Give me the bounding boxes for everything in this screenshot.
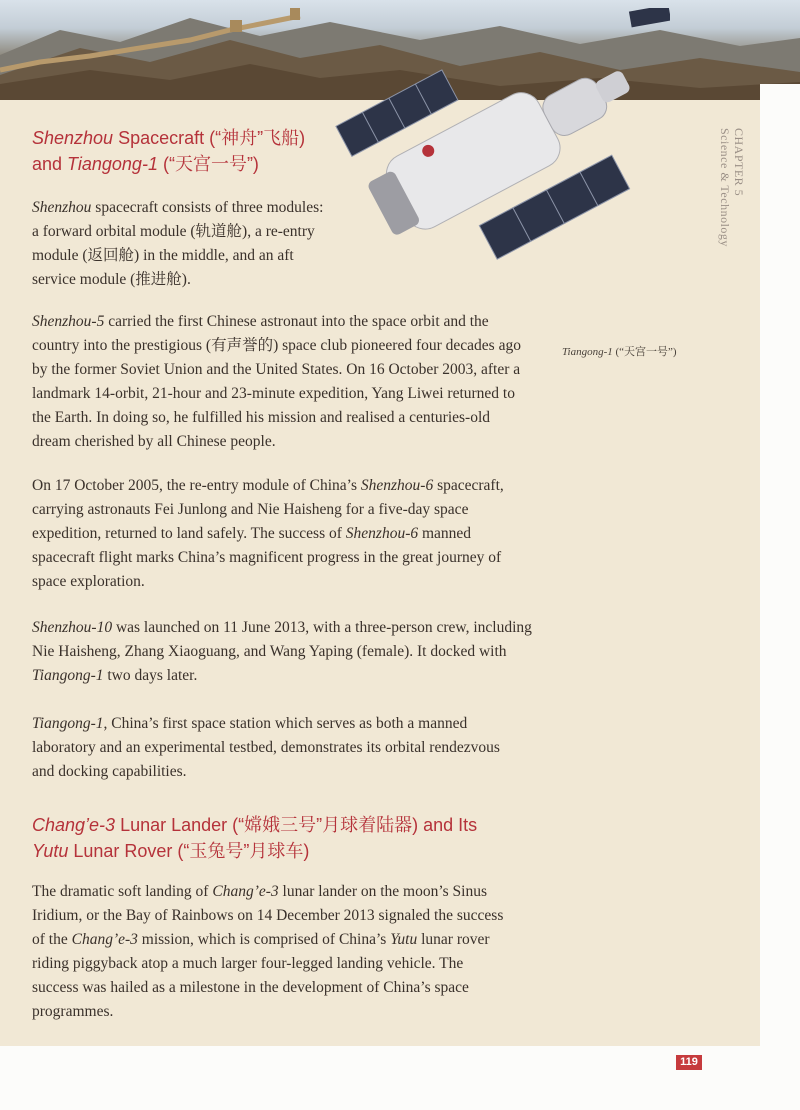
tiangong-space-station-image bbox=[330, 8, 670, 338]
page-number-badge: 119 bbox=[676, 1055, 702, 1070]
chapter-subtitle: Science & Technology bbox=[718, 128, 732, 247]
paragraph-shenzhou-modules: Shenzhou spacecraft consists of three modules: a forward orbital module (轨道舱), a re-entry module (返回舱) in the middle, and an aft service module (推进舱). bbox=[32, 199, 324, 288]
section-heading-change-3: Chang’e-3 Lunar Lander (“嫦娥三号”月球着陆器) and Its Yutu Lunar Rover (“玉兔号”月球车) bbox=[32, 815, 478, 861]
paragraph-shenzhou-10: Shenzhou-10 was launched on 11 June 2013, with a three-person crew, including Nie Haisheng, Zhang Xiaoguang, and Wang Yaping (female). It docked with Tiangong-1 two days later. bbox=[32, 619, 532, 684]
chapter-label: CHAPTER 5 bbox=[732, 128, 746, 197]
paragraph-shenzhou-5: Shenzhou-5 carried the first Chinese astronaut into the space orbit and the country into the prestigious (有声誉的) space club pioneered four decades ago by the former Soviet Union and the United States. On 16 October 2003, after a landmark 14-orbit, 21-hour and 23-minute expedition, Yang Liwei returned to the Earth. In doing so, he fulfilled his mission and realised a centuries-old dream cherished by all Chinese people. bbox=[32, 313, 521, 450]
page-margin-strip bbox=[760, 130, 800, 1046]
paragraph-tiangong-1: Tiangong-1, China’s first space station which serves as both a manned laboratory and an experimental testbed, demonstrates its orbital rendezvous and docking capabilities. bbox=[32, 715, 500, 780]
paragraph-change-3-landing: The dramatic soft landing of Chang’e-3 lunar lander on the moon’s Sinus Iridium, or the Bay of Rainbows on 14 December 2013 signaled the success of the Chang’e-3 mission, which is comprised of China’s Yutu lunar rover riding piggyback atop a much larger four-legged landing vehicle. The success was hailed as a milestone in the development of China’s space programmes. bbox=[32, 883, 504, 1020]
tiangong-image-caption: Tiangong-1 (“天宫一号”) bbox=[562, 346, 677, 358]
paragraph-shenzhou-6: On 17 October 2005, the re-entry module of China’s Shenzhou-6 spacecraft, carrying astronauts Fei Junlong and Nie Haisheng for a five-day space expedition, returned to land safely. The success of Shenzhou-6 manned spacecraft flight marks China’s magnificent progress in the great journey of space exploration. bbox=[32, 477, 504, 590]
chapter-side-label bbox=[718, 128, 746, 388]
chapter-tab bbox=[760, 84, 800, 130]
section-heading-shenzhou: Shenzhou Spacecraft (“神舟”飞船) and Tiangong-1 (“天宫一号”) bbox=[32, 128, 306, 174]
